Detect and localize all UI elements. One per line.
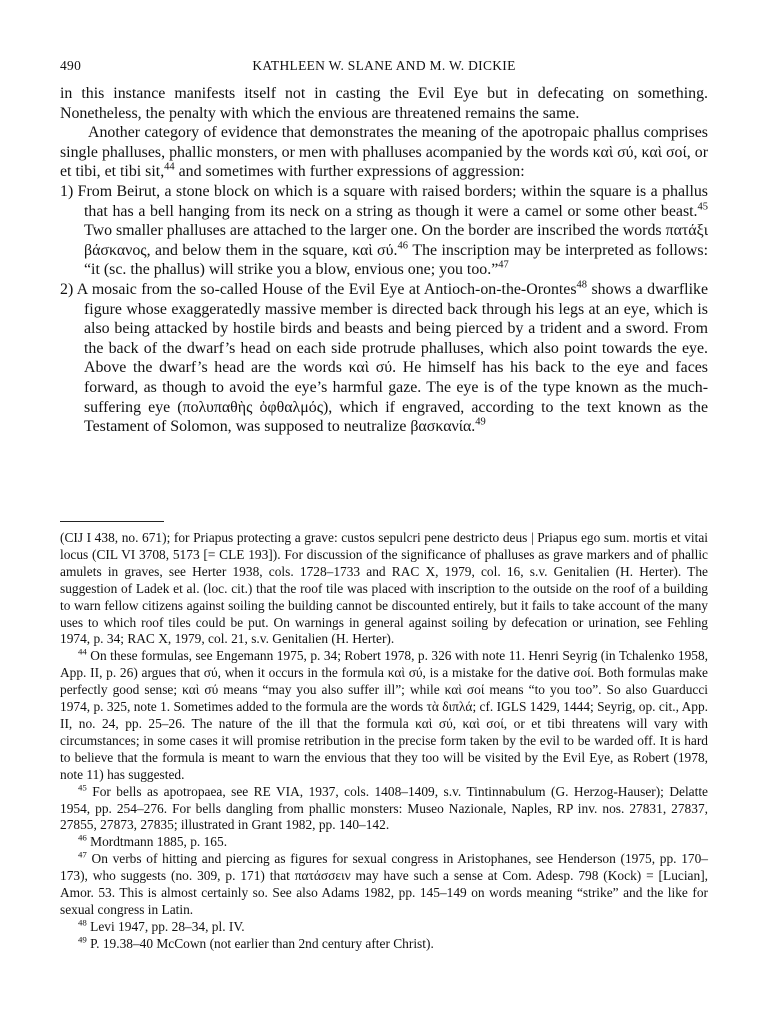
- page-number: 490: [60, 58, 82, 73]
- running-title: KATHLEEN W. SLANE AND M. W. DICKIE: [252, 58, 516, 73]
- footnote-49: $^{49}$ P. 19.38–40 McCown (not earlier than 2nd century after Christ).: [78, 934, 434, 951]
- footnote-ref-49[interactable]: 49: [475, 416, 486, 428]
- footnote-ref-46[interactable]: 46: [397, 240, 408, 252]
- main-text: [60, 84, 708, 437]
- footnote-rule: [60, 521, 164, 522]
- footnote-45: $^{45}$ For bells as apotropaea, see RE VIA, 1937, cols. 1408–1409, s.v. Tintinnabulum (G. Herzog-Hauser); Delatte 1954, pp. 254–276. For bells dangling from phallic monsters: Museo Nazionale, Naples, RP inv. nos. 27831, 27837, 27855, 27873, 27835; illustrated in Grant 1982, pp. 140–142.: [60, 782, 708, 833]
- footnotes: [60, 530, 708, 953]
- footnote-47: $^{47}$ On verbs of hitting and piercing as figures for sexual congress in Aristophanes, see Henderson (1975, pp. 170–173), who suggests (no. 309, p. 171) that πατάσσειν may have such a sense at Com. Adesp. 798 (Kock) = [Lucian], Amor. 53. This is almost certainly so. See also Adams 1982, pp. 145–149 on words meaning “strike” and the like for sexual congress in Latin.: [60, 849, 708, 917]
- footnote-ref-44[interactable]: 44: [164, 162, 175, 174]
- paragraph-category: Another category of evidence that demonstrates the meaning of the apotropaic phallus comprises single phalluses, phallic monsters, or men with phalluses acompanied by the words καὶ σύ, καὶ σοί, or et tibi, et tibi sit,$^{44}$ and sometimes with further expressions of aggression:: [60, 124, 708, 181]
- footnote-continuation: (CIJ I 438, no. 671); for Priapus protecting a grave: custos sepulcri pene destricto deus | Priapus ego sum. mortis et vitai locus (CIL VI 3708, 5173 [= CLE 193]). For discussion of the significance of phalluses as grave markers and of phallic amulets in graves, see Herter 1938, cols. 1728–1733 and RAC X, 1979, col. 16, s.v. Genitalien (H. Herter). The suggestion of Ladek et al. (loc. cit.) that the roof tile was placed with inscription to the outside on the roof of a building to warn fellow citizens against soiling the building cannot be discounted entirely, but it fails to take account of the many uses to which roof tiles could be put. On warnings in general against soiling by defecation or urination, see Fehling 1974, p. 34; RAC X, 1979, col. 21, s.v. Genitalien (H. Herter).: [60, 530, 708, 647]
- footnote-ref-47[interactable]: 47: [498, 260, 509, 272]
- running-header: [60, 58, 708, 78]
- footnote-46: $^{46}$ Mordtmann 1885, p. 165.: [78, 832, 228, 850]
- footnote-ref-48[interactable]: 48: [576, 279, 588, 291]
- paragraph-continuation: in this instance manifests itself not in casting the Evil Eye but in defecating on something. Nonetheless, the penalty with which the envious are threatened remains the same.: [60, 85, 708, 122]
- list-item-antioch: 2) A mosaic from the so-called House of the Evil Eye at Antioch-on-the-Orontes$^{48}$ shows a dwarflike figure whose exaggeratedly massive member is directed back through his legs at an eye, which is also being attacked by hostile birds and beasts and being pierced by a trident and a sword. From the back of the dwarf’s head on each side protrude phalluses, which also point towards the eye. Above the dwarf’s head are the words καὶ σύ. He himself has his back to the eye and faces forward, as though to avoid the eye’s harmful gaze. The eye is of the type known as the much-suffering eye (πολυπαθὴς ὀφθαλμός), which if engraved, according to the text known as the Testament of Solomon, was supposed to neutralize βασκανία.$^{49}$: [60, 279, 709, 436]
- footnote-48: $^{48}$ Levi 1947, pp. 28–34, pl. IV.: [78, 917, 245, 934]
- list-item-beirut: 1) From Beirut, a stone block on which is a square with raised borders; within the square is a phallus that has a bell hanging from its neck on a string as though it were a camel or some other beast.$^{45}$ Two smaller phalluses are attached to the larger one. On the border are inscribed the words πατάξι βάσκανος, and below them in the square, καὶ σύ.$^{46}$ The inscription may be interpreted as follows: “it (sc. the phallus) will strike you a blow, envious one; you too.”$^{47}$: [60, 182, 708, 279]
- footnote-44: $^{44}$ On these formulas, see Engemann 1975, p. 34; Robert 1978, p. 326 with note 11. Henri Seyrig (in Tchalenko 1958, App. II, p. 26) argues that σύ, when it occurs in the formula καὶ σύ, is a mistake for the dative σοί. Both formulas make perfectly good sense; καὶ σύ means “may you also suffer ill”; while καὶ σοί means “to you too”. So also Guarducci 1974, p. 325, note 1. Sometimes added to the formula are the words τὰ διπλά; cf. IGLS 1429, 1444; Seyrig, op. cit., App. II, no. 24, pp. 25–26. The nature of the ill that the formula καὶ σύ, καὶ σοί, or et tibi threatens will vary with circumstances; in some cases it will promise retribution in the precise form taken by the evil to be warded off. It is hard to believe that the formula is meant to warn the envious that they too will be visited by the Evil Eye, as Robert (1978, note 11) has suggested.: [60, 646, 708, 782]
- footnote-ref-45[interactable]: 45: [697, 201, 708, 213]
